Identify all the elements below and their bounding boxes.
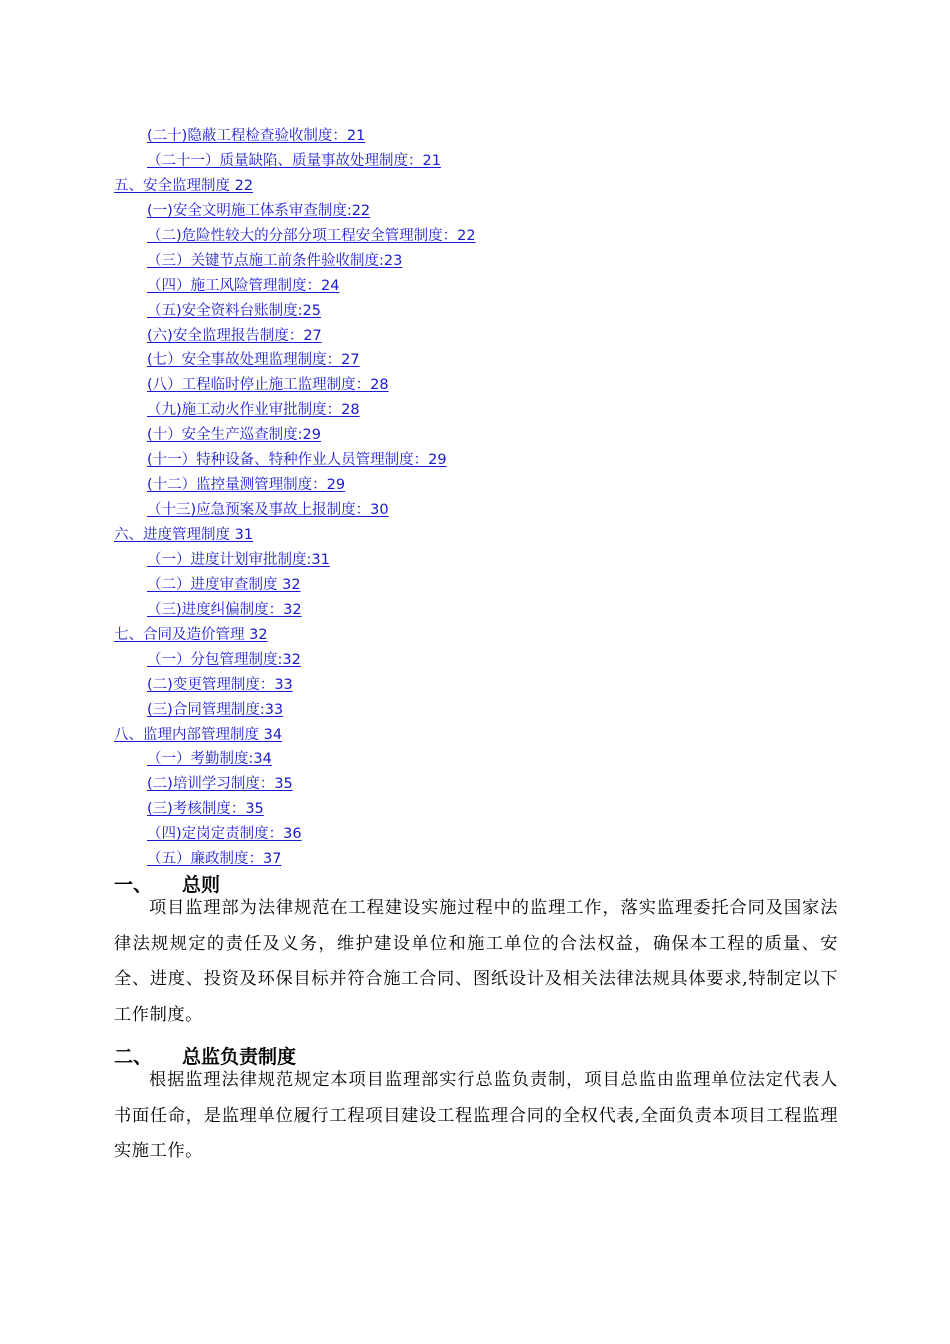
toc-entry	[0, 398, 950, 423]
toc-link[interactable]: （九)施工动火作业审批制度：28	[147, 402, 360, 419]
toc-link[interactable]: 八、监理内部管理制度 34	[114, 726, 283, 743]
toc-link[interactable]: (六)安全监理报告制度：27	[147, 327, 322, 344]
toc-entry	[0, 673, 950, 698]
toc-link[interactable]: (二)培训学习制度：35	[147, 776, 293, 793]
toc-link[interactable]: （一）分包管理制度:32	[147, 651, 301, 668]
toc-entry	[0, 448, 950, 473]
toc-entry	[0, 373, 950, 398]
toc-link[interactable]: （三)进度纠偏制度：32	[147, 601, 302, 618]
toc-entry	[0, 523, 950, 548]
toc-entry	[0, 698, 950, 723]
toc-entry	[0, 249, 950, 274]
toc-link[interactable]: （一）考勤制度:34	[147, 751, 272, 768]
toc-link[interactable]: (十一）特种设备、特种作业人员管理制度：29	[147, 452, 447, 469]
toc-entry	[0, 797, 950, 822]
toc-link[interactable]: 七、合同及造价管理 32	[114, 626, 268, 643]
toc-link[interactable]: (七）安全事故处理监理制度：27	[147, 352, 360, 369]
toc-link[interactable]: （十三)应急预案及事故上报制度：30	[147, 502, 389, 519]
toc-link[interactable]: 六、进度管理制度 31	[114, 527, 254, 543]
toc-entry	[0, 199, 950, 224]
section-title: 总则	[182, 874, 221, 896]
toc-link[interactable]: （二十一）质量缺陷、质量事故处理制度：21	[147, 152, 441, 169]
toc-entry	[0, 299, 950, 324]
toc-entry	[0, 573, 950, 598]
toc-entry	[0, 149, 950, 174]
table-of-contents	[0, 124, 950, 872]
toc-link[interactable]: （一）进度计划审批制度:31	[147, 551, 330, 568]
toc-entry	[0, 747, 950, 772]
toc-link[interactable]: 五、安全监理制度 22	[114, 177, 254, 194]
toc-entry	[0, 174, 950, 199]
toc-link[interactable]: (八）工程临时停止施工监理制度：28	[147, 377, 389, 394]
toc-entry	[0, 548, 950, 573]
toc-entry	[0, 324, 950, 349]
toc-link[interactable]: （二)危险性较大的分部分项工程安全管理制度：22	[147, 227, 476, 244]
toc-link[interactable]: （五）廉政制度：37	[147, 851, 282, 868]
toc-link[interactable]: （五)安全资料台账制度:25	[147, 302, 321, 319]
section-number: 一、	[114, 874, 153, 896]
toc-link[interactable]: (一)安全文明施工体系审查制度:22	[147, 202, 371, 219]
toc-entry	[0, 274, 950, 299]
toc-entry	[0, 124, 950, 149]
toc-entry	[0, 498, 950, 523]
toc-entry	[0, 224, 950, 249]
section-number: 二、	[114, 1046, 153, 1068]
toc-link[interactable]: (十）安全生产巡查制度:29	[147, 427, 321, 444]
toc-link[interactable]: (三)合同管理制度:33	[147, 701, 284, 718]
toc-entry	[0, 473, 950, 498]
section-paragraph-general: 项目监理部为法律规范在工程建设实施过程中的监理工作，落实监理委托合同及国家法律法规规定的责任及义务，维护建设单位和施工单位的合法权益，确保本工程的质量、安全、进度、投资及环保目标并符合施工合同、图纸设计及相关法律法规具体要求,特制定以下工作制度。	[114, 898, 838, 1025]
toc-link[interactable]: （四)定岗定责制度：36	[147, 826, 302, 843]
toc-link[interactable]: (十二）监控量测管理制度：29	[147, 477, 346, 494]
toc-link[interactable]: （二）进度审查制度 32	[147, 576, 301, 593]
toc-link[interactable]: (二十)隐蔽工程检查验收制度：21	[147, 128, 366, 144]
toc-link[interactable]: (二)变更管理制度：33	[147, 676, 293, 693]
section-paragraph-chief-supervisor: 根据监理法律规范规定本项目监理部实行总监负责制，项目总监由监理单位法定代表人书面任命，是监理单位履行工程项目建设工程监理合同的全权代表,全面负责本项目工程监理实施工作。	[114, 1070, 838, 1161]
toc-link[interactable]: （四）施工风险管理制度：24	[147, 277, 340, 294]
toc-entry	[0, 723, 950, 748]
toc-entry	[0, 822, 950, 847]
toc-link[interactable]: (三)考核制度：35	[147, 801, 264, 818]
section-title: 总监负责制度	[182, 1046, 297, 1068]
toc-entry	[0, 623, 950, 648]
toc-link[interactable]: （三）关键节点施工前条件验收制度:23	[147, 252, 403, 269]
toc-entry	[0, 423, 950, 448]
toc-entry	[0, 598, 950, 623]
toc-entry	[0, 348, 950, 373]
toc-entry	[0, 847, 950, 872]
toc-entry	[0, 772, 950, 797]
toc-entry	[0, 648, 950, 673]
